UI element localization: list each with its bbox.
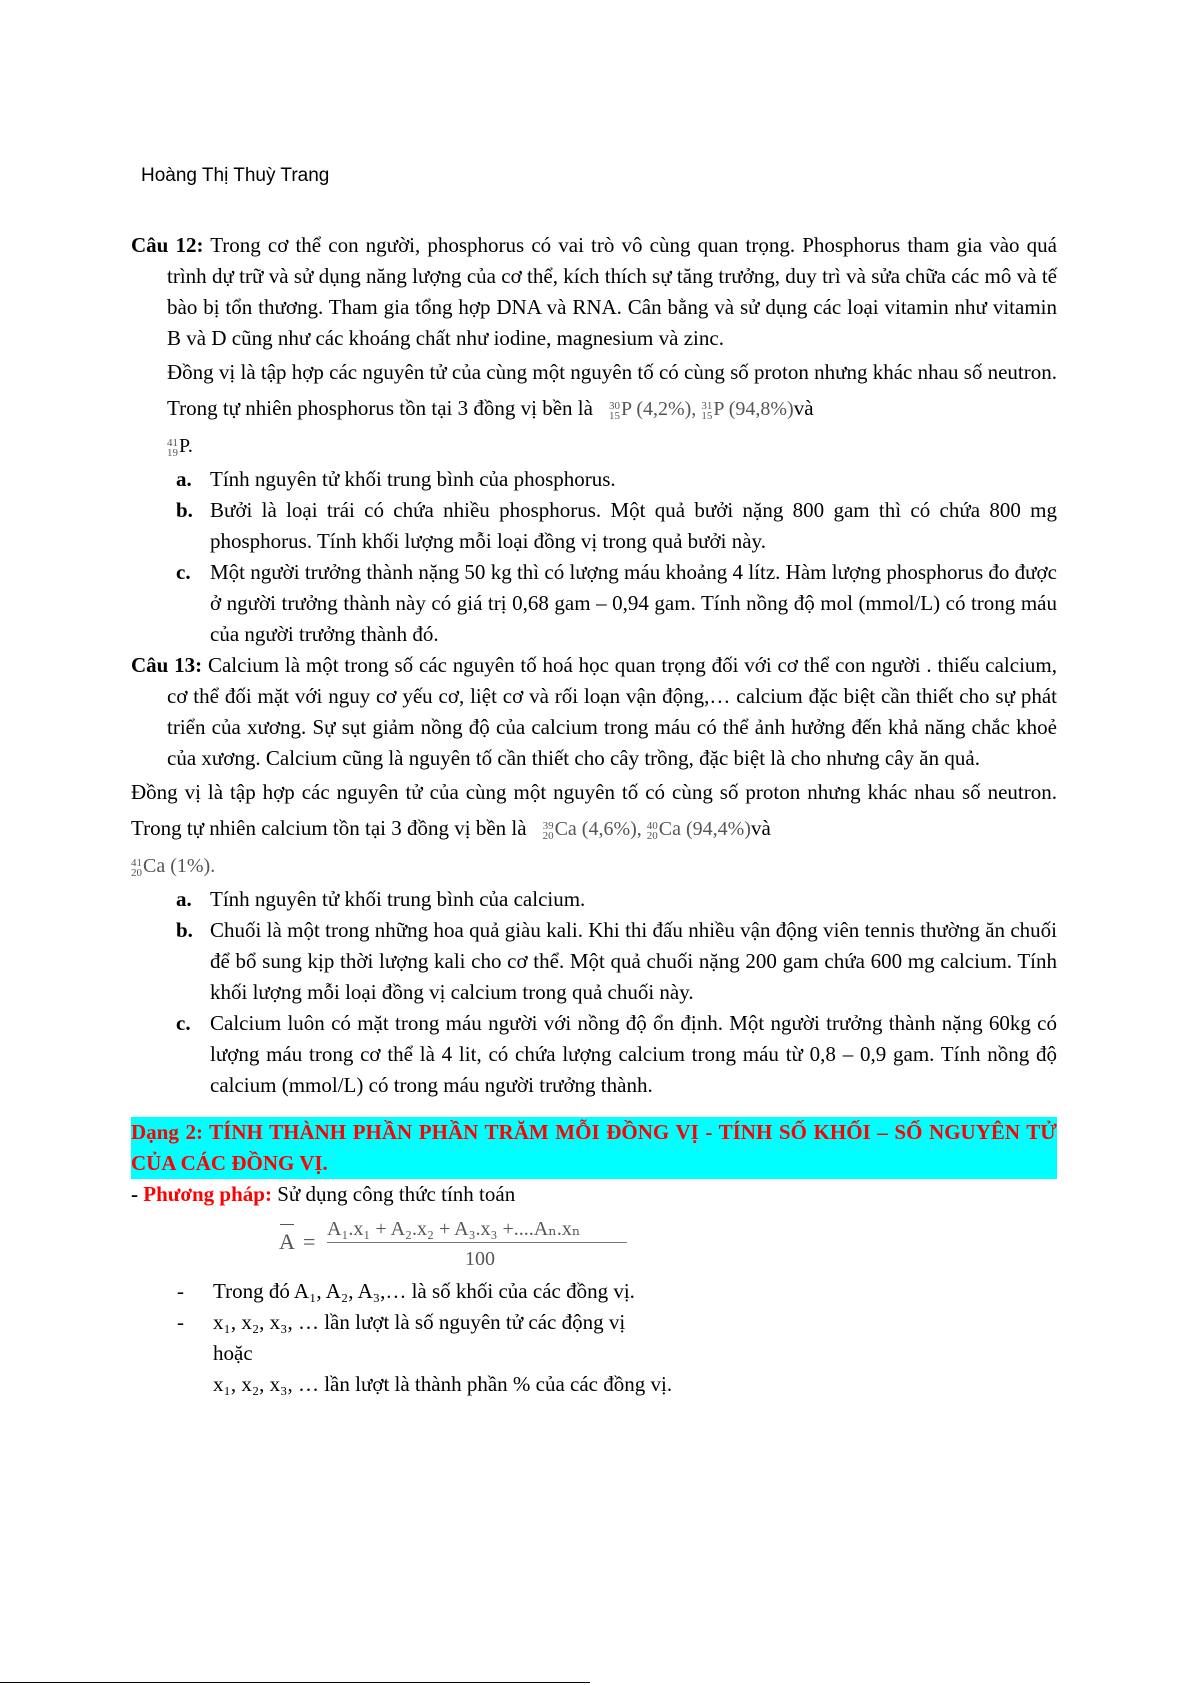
question-13-isotopes [131,774,1057,884]
question-13-intro-text: Calcium là một trong số các nguyên tố hoá học quan trọng đối với cơ thể con người . thiếu calcium, cơ thể đối mặt với nguy cơ yếu cơ, liệt cơ và rối loạn vận động,… calcium đặc biệt cần thiết cho sự phát triển của xương. Sự sụt giảm nồng độ của calcium trong máu có thể ảnh hưởng đến khả năng chắc khoẻ của xương. Calcium cũng là nguyên tố cần thiết cho cây trồng, đặc biệt là cho nhưng cây ăn quả. [167,653,1057,770]
list-item: - x₁, x₂, x₃, … lần lượt là số nguyên tử các động vị hoặc x₁, x₂, x₃, … lần lượt là thành phần % của các đồng vị. [177,1310,673,1396]
section-2-title: Dạng 2: TÍNH THÀNH PHẦN PHẦN TRĂM MỖI ĐỒNG VỊ - TÍNH SỐ KHỐI – SỐ NGUYÊN TỬ CỦA CÁC ĐỒNG VỊ. [131,1117,1057,1179]
list-item: b. Bưởi là loại trái có chứa nhiều phosphorus. Một quả bưởi nặng 800 gam thì có chứa 800 mg phosphorus. Tính khối lượng mỗi loại đồng vị trong quả bưởi này. [176,498,1057,553]
calcium-41-isotope: 41 20 Ca (1%). [131,855,216,879]
list-item: c. Calcium luôn có mặt trong máu người với nồng độ ổn định. Một người trưởng thành nặng 60kg có lượng máu trong cơ thể là 4 lit, có chứa lượng calcium trong máu từ 0,8 – 0,9 gam. Tính nồng độ calcium (mmol/L) có trong máu người trưởng thành. [176,1011,1057,1097]
question-13-intro [131,650,1057,774]
formula-numerator: A₁.x₁ + A₂.x₂ + A₃.x₃ +....Aₙ.xₙ [327,1218,581,1240]
question-13-label: Câu 13: [131,653,203,677]
formula-denominator: 100 [465,1248,495,1270]
phosphorus-30-isotope: 30 15 P (4,2%), 31 15 P (94,8%) [608,398,794,422]
list-item: b. Chuối là một trong những hoa quả giàu kali. Khi thi đấu nhiều vận động viên tennis thường ăn chuối để bổ sung kịp thời lượng kali cho cơ thể. Một quả chuối nặng 200 gam chứa 600 mg calcium. Tính khối lượng mỗi loại đồng vị calcium trong quả chuối này. [176,918,1057,1004]
question-13-items [131,884,1057,1101]
and-word: và [750,816,771,840]
list-item: c. Một người trưởng thành nặng 50 kg thì có lượng máu khoảng 4 lítz. Hàm lượng phosphorus đo được ở người trưởng thành này có giá trị 0,68 gam – 0,94 gam. Tính nồng độ mol (mmol/L) có trong máu của người trưởng thành đó. [176,560,1057,646]
list-item: a. Tính nguyên tử khối trung bình của calcium. [176,887,586,911]
author-header: Hoàng Thị Thuỳ Trang [141,165,330,186]
list-item: - Trong đó A₁, A₂, A₃,… là số khối của các đồng vị. [177,1279,635,1303]
question-12-items [131,464,1057,650]
question-12-label: Câu 12: [131,233,204,257]
method-text: Sử dụng công thức tính toán [271,1182,516,1206]
list-item: a. Tính nguyên tử khối trung bình của phosphorus. [176,467,616,491]
method-label: Phương pháp: [143,1182,272,1206]
method-line: - Phương pháp: Sử dụng công thức tính toán [131,1182,516,1206]
footer-divider [0,1682,590,1683]
fraction-bar [327,1242,627,1243]
question-12-intro [131,230,1057,354]
and-word: và [793,396,814,420]
question-12-intro-text: Trong cơ thể con người, phosphorus có vai trò vô cùng quan trọng. Phosphorus tham gia vào quá trình dự trữ và sử dụng năng lượng của cơ thể, kích thích sự tăng trưởng, duy trì và sửa chữa các mô và tế bào bị tổn thương. Tham gia tổng hợp DNA và RNA. Cân bằng và sử dụng các loại vitamin như vitamin B và D cũng như các khoáng chất như iodine, magnesium và zinc. [167,233,1057,350]
formula-lhs: A [279,1226,295,1257]
question-12-isotope-text: Đồng vị là tập hợp các nguyên tử của cùng một nguyên tố có cùng số proton nhưng khác nhau số neutron. Trong tự nhiên phosphorus tồn tại 3 đồng vị bền là [167,360,1058,420]
phosphorus-41-isotope: 41 19 P. [167,435,193,459]
document-body [131,230,1057,1400]
question-12-isotopes [131,354,1057,464]
average-mass-formula: A = A₁.x₁ + A₂.x₂ + A₃.x₃ +....Aₙ.xₙ 100 [279,1214,1057,1276]
question-13-isotope-text: Đồng vị là tập hợp các nguyên tử của cùng một nguyên tố có cùng số proton nhưng khác nhau số neutron. Trong tự nhiên calcium tồn tại 3 đồng vị bền là [131,780,1057,840]
calcium-isotopes: 39 20 Ca (4,6%), 40 20 Ca (94,4%) [542,818,751,842]
